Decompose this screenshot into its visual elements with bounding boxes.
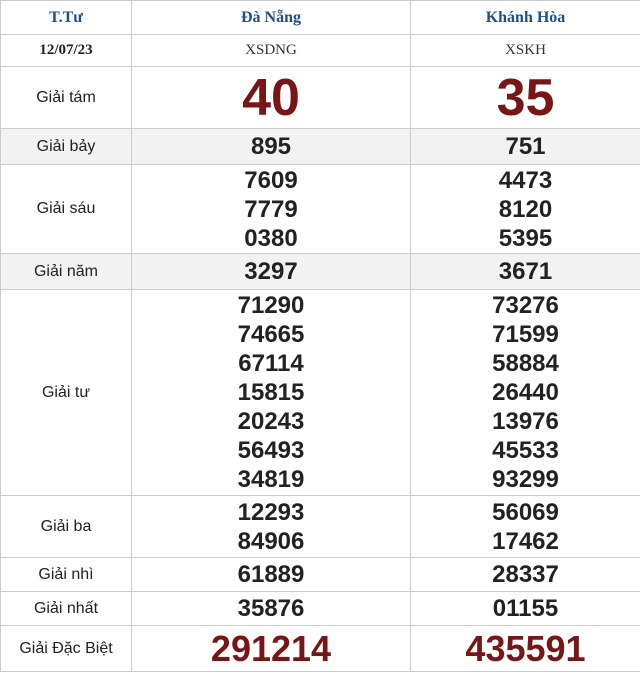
header-province-2[interactable]: Khánh Hòa bbox=[411, 1, 640, 35]
prize-g7-p2 bbox=[411, 129, 640, 165]
prize-number: 17462 bbox=[492, 527, 559, 555]
prize-number: 61889 bbox=[237, 561, 305, 588]
prize-number: 45533 bbox=[492, 437, 559, 464]
codes-row bbox=[1, 35, 640, 67]
prize-g5-p2 bbox=[411, 254, 640, 290]
prize-g6-p1 bbox=[132, 165, 411, 254]
prize-number: 4473 bbox=[498, 166, 553, 194]
province-2-code[interactable]: XSKH bbox=[411, 35, 640, 67]
prize-row-g6 bbox=[1, 165, 640, 254]
prize-g6-p2 bbox=[411, 165, 640, 254]
prize-number: 71599 bbox=[492, 321, 559, 348]
prize-number: 7609 bbox=[244, 166, 298, 194]
prize-label-g2: Giải nhì bbox=[1, 558, 132, 592]
header-row bbox=[1, 1, 640, 35]
prize-g3-p2 bbox=[411, 496, 640, 558]
prize-number: 35 bbox=[496, 68, 555, 127]
prize-g4-p1 bbox=[132, 290, 411, 496]
prize-number: 3671 bbox=[498, 258, 553, 285]
prize-row-special bbox=[1, 626, 640, 672]
prize-row-g1 bbox=[1, 592, 640, 626]
prize-number: 0380 bbox=[244, 224, 298, 252]
prize-number: 12293 bbox=[237, 498, 305, 526]
prize-number: 7779 bbox=[244, 195, 298, 223]
special-prize-number: 435591 bbox=[465, 627, 586, 669]
prize-g5-p1 bbox=[132, 254, 411, 290]
prize-number: 93299 bbox=[492, 466, 559, 493]
prize-label-g4: Giải tư bbox=[1, 290, 132, 496]
prize-label-g8: Giải tám bbox=[1, 67, 132, 129]
prize-number: 26440 bbox=[492, 379, 559, 406]
prize-g8-p2 bbox=[411, 67, 640, 129]
prize-g3-p1 bbox=[132, 496, 411, 558]
prize-number: 28337 bbox=[492, 561, 559, 588]
prize-row-g2 bbox=[1, 558, 640, 592]
prize-number: 56493 bbox=[237, 437, 305, 464]
prize-number: 3297 bbox=[244, 258, 298, 285]
prize-number: 73276 bbox=[492, 292, 559, 319]
prize-special-p2 bbox=[411, 626, 640, 672]
prize-g1-p2 bbox=[411, 592, 640, 626]
prize-row-g7 bbox=[1, 129, 640, 165]
prize-g4-p2 bbox=[411, 290, 640, 496]
prize-label-g5: Giải năm bbox=[1, 254, 132, 290]
prize-number: 8120 bbox=[498, 195, 553, 223]
prize-number: 58884 bbox=[492, 350, 559, 377]
prize-row-g8 bbox=[1, 67, 640, 129]
prize-number: 01155 bbox=[492, 595, 559, 622]
prize-label-g3: Giải ba bbox=[1, 496, 132, 558]
prize-g7-p1 bbox=[132, 129, 411, 165]
draw-date: 12/07/23 bbox=[1, 35, 132, 67]
prize-g8-p1 bbox=[132, 67, 411, 129]
prize-label-g6: Giải sáu bbox=[1, 165, 132, 254]
prize-number: 74665 bbox=[237, 321, 305, 348]
prize-number: 71290 bbox=[237, 292, 305, 319]
prize-number: 34819 bbox=[237, 466, 305, 493]
header-province-1[interactable]: Đà Nẵng bbox=[132, 1, 411, 35]
prize-number: 67114 bbox=[238, 350, 304, 377]
prize-number: 13976 bbox=[492, 408, 559, 435]
prize-row-g5 bbox=[1, 254, 640, 290]
province-1-code[interactable]: XSDNG bbox=[132, 35, 411, 67]
prize-number: 5395 bbox=[498, 224, 553, 252]
prize-label-special: Giải Đặc Biệt bbox=[1, 626, 132, 672]
prize-number: 895 bbox=[250, 133, 292, 160]
prize-g1-p1 bbox=[132, 592, 411, 626]
prize-number: 40 bbox=[242, 68, 300, 127]
prize-special-p1 bbox=[132, 626, 411, 672]
prize-number: 56069 bbox=[492, 498, 559, 526]
prize-label-g7: Giải bảy bbox=[1, 129, 132, 165]
prize-row-g4 bbox=[1, 290, 640, 496]
prize-number: 15815 bbox=[237, 379, 305, 406]
prize-g2-p1 bbox=[132, 558, 411, 592]
prize-row-g3 bbox=[1, 496, 640, 558]
prize-number: 84906 bbox=[237, 527, 305, 555]
header-day: T.Tư bbox=[1, 1, 132, 35]
prize-number: 751 bbox=[505, 133, 546, 160]
prize-number: 20243 bbox=[237, 408, 305, 435]
prize-number: 35876 bbox=[237, 595, 305, 622]
prize-g2-p2 bbox=[411, 558, 640, 592]
prize-label-g1: Giải nhất bbox=[1, 592, 132, 626]
special-prize-number: 291214 bbox=[210, 627, 332, 669]
